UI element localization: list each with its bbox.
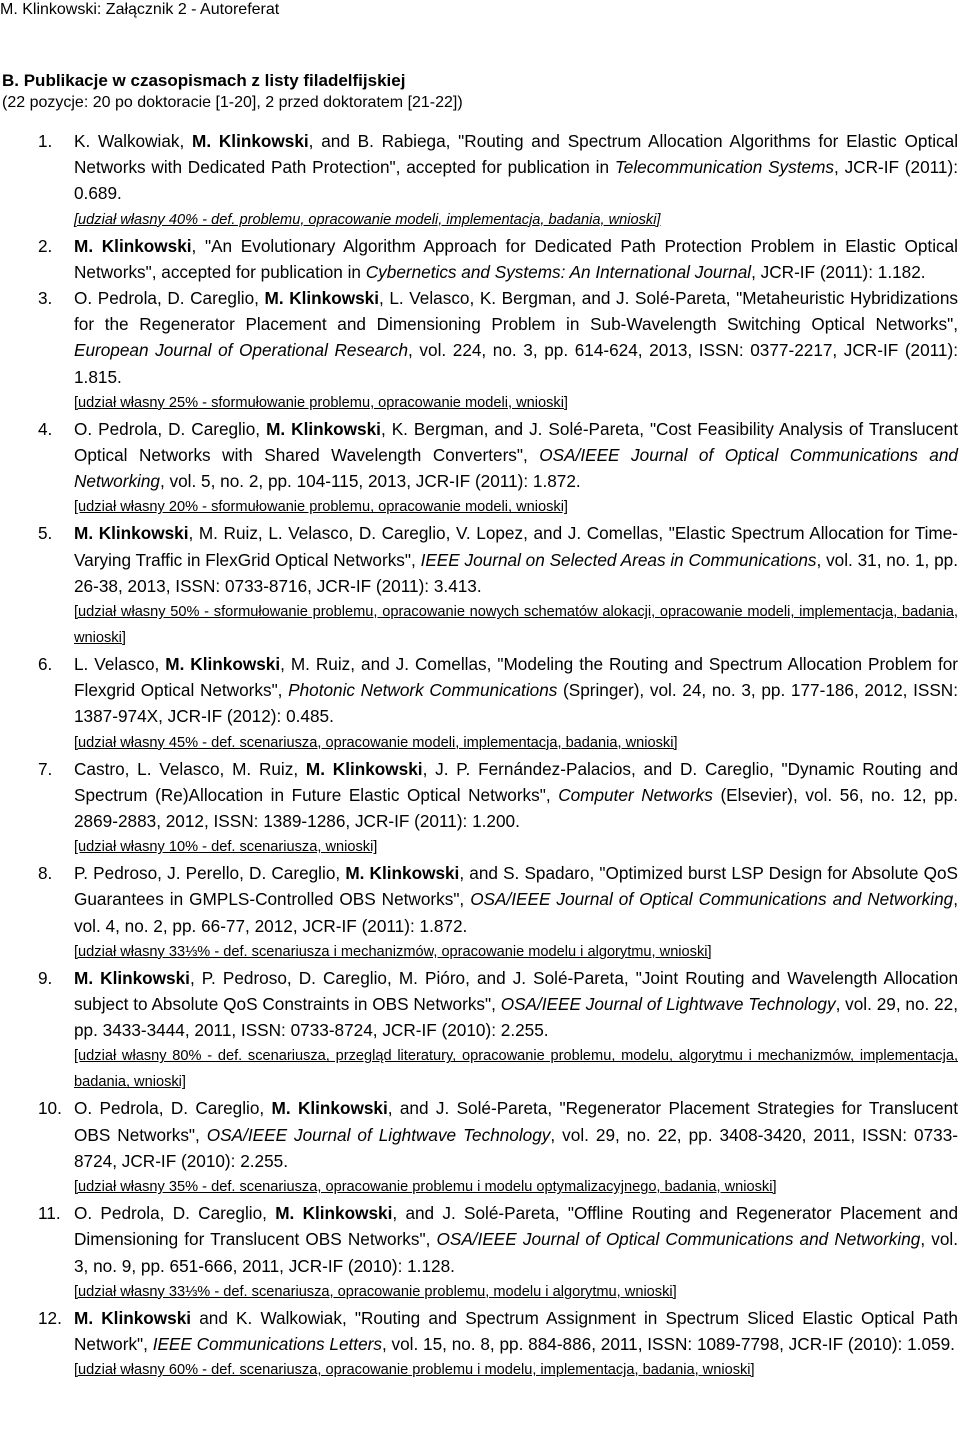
citation-text: and K. Walkowiak, "Routing and Spectrum Assignment in Spectrum Sliced Elastic Optical Path Network", (74, 1307, 958, 1354)
publication-number: 9. (38, 967, 53, 988)
publication-item (0, 416, 960, 521)
author-name-bold: M. Klinkowski (74, 967, 190, 988)
publication-citation (74, 1200, 958, 1279)
author-name-bold: M. Klinkowski (305, 758, 423, 779)
publication-list (0, 128, 960, 1383)
publication-number: 12. (38, 1307, 62, 1328)
publication-item (0, 1305, 960, 1383)
publication-item (0, 651, 960, 756)
citation-text: , vol. 3, no. 9, pp. 651-666, 2011, JCR-IF (2010): 1.128. (74, 1229, 958, 1276)
publication-number: 7. (38, 758, 53, 779)
publication-item (0, 1200, 960, 1305)
author-name-bold: M. Klinkowski (345, 863, 460, 884)
author-name-bold: M. Klinkowski (271, 1098, 388, 1119)
publication-body (74, 285, 958, 416)
citation-text: O. Pedrola, D. Careglio, (74, 418, 267, 439)
contribution-share: [udział własny 20% - sformułowanie problemu, opracowanie modeli, wnioski] (74, 499, 568, 516)
journal-name: OSA/IEEE Journal of Optical Communications and Networking (470, 889, 954, 910)
citation-text: Castro, L. Velasco, M. Ruiz, (74, 758, 306, 779)
citation-text: , vol. 224, no. 3, pp. 614-624, 2013, ISSN: 0377-2217, JCR-IF (2011): 1.815. (74, 340, 958, 387)
citation-text: , vol. 29, no. 22, pp. 3408-3420, 2011, ISSN: 0733-8724, JCR-IF (2010): 2.255. (74, 1124, 959, 1171)
contribution-share: [udział własny 35% - def. scenariusza, opracowanie problemu i modelu optymalizacyjnego, badania, wnioski] (74, 1179, 777, 1196)
journal-name: IEEE Communications Letters (152, 1333, 382, 1354)
citation-text: O. Pedrola, D. Careglio, (74, 1098, 272, 1119)
citation-text: , vol. 4, no. 2, pp. 66-77, 2012, JCR-IF (2011): 1.872. (74, 889, 958, 936)
journal-name: European Journal of Operational Research (74, 340, 409, 361)
publication-citation (74, 756, 958, 835)
contribution-share: [udział własny 50% - sformułowanie problemu, opracowanie nowych schematów alokacji, opracowanie modeli, implementacja, badania, wnioski] (74, 604, 958, 647)
page-header: M. Klinkowski: Załącznik 2 - Autoreferat (0, 1, 280, 18)
publication-citation (74, 128, 958, 207)
journal-name: Computer Networks (558, 784, 713, 805)
citation-text: , vol. 31, no. 1, pp. 26-38, 2013, ISSN: 0733-8716, JCR-IF (2011): 3.413. (74, 549, 958, 596)
publication-body (74, 860, 958, 965)
citation-text: , vol. 29, no. 22, pp. 3433-3444, 2011, ISSN: 0733-8724, JCR-IF (2010): 2.255. (74, 994, 958, 1041)
section-subtitle: (22 pozycje: 20 po doktoracie [1-20], 2 przed doktoratem [21-22]) (2, 94, 463, 111)
publication-body (74, 1095, 958, 1200)
publication-number: 4. (38, 418, 53, 439)
author-name-bold: M. Klinkowski (266, 418, 381, 439)
contribution-share: [udział własny 40% - def. problemu, opracowanie modeli, implementacja, badania, wnioski] (74, 211, 661, 228)
journal-name: OSA/IEEE Journal of Lightwave Technology (500, 994, 836, 1015)
citation-text: , and J. Solé-Pareta, "Regenerator Placement Strategies for Translucent OBS Networks", (74, 1098, 958, 1145)
publication-item (0, 965, 960, 1096)
publication-number: 6. (38, 654, 53, 675)
citation-text: L. Velasco, (74, 654, 166, 675)
publication-number: 11. (38, 1203, 61, 1224)
publication-item (0, 1095, 960, 1200)
publication-item (0, 285, 960, 416)
publication-number: 8. (38, 863, 53, 884)
publication-item (0, 756, 960, 861)
author-name-bold: M. Klinkowski (264, 288, 379, 309)
contribution-share: [udział własny 10% - def. scenariusza, wnioski] (74, 839, 378, 856)
citation-text: P. Pedroso, J. Perello, D. Careglio, (74, 863, 346, 884)
contribution-share: [udział własny 60% - def. scenariusza, opracowanie problemu i modelu, implementacja, badania, wnioski] (74, 1362, 755, 1379)
citation-text: , and J. Solé-Pareta, "Offline Routing and Regenerator Placement and Dimensioning for Translucent OBS Networks", (74, 1203, 959, 1250)
publication-body (74, 651, 958, 756)
publication-item (0, 860, 960, 965)
citation-text: , M. Ruiz, L. Velasco, D. Careglio, V. Lopez, and J. Comellas, "Elastic Spectrum Allocation for Time-Varying Traffic in FlexGrid Optical Networks", (74, 523, 958, 570)
citation-text: , L. Velasco, K. Bergman, and J. Solé-Pareta, "Metaheuristic Hybridizations for the Regenerator Placement and Dimensioning Problem in Sub-Wavelength Switching Optical Networks", (74, 288, 958, 335)
publication-number: 2. (38, 235, 53, 256)
publication-item (0, 233, 960, 285)
journal-name: OSA/IEEE Journal of Lightwave Technology (206, 1124, 551, 1145)
publication-citation (74, 416, 958, 495)
publication-citation (74, 651, 958, 730)
publication-body (74, 756, 958, 861)
citation-text: , J. P. Fernández-Palacios, and D. Careglio, "Dynamic Routing and Spectrum (Re)Allocation in Future Elastic Optical Networks", (74, 758, 958, 805)
citation-text: , JCR-IF (2011): 1.182. (751, 261, 926, 282)
publication-body (74, 233, 958, 285)
publication-number: 3. (38, 288, 53, 309)
publication-number: 1. (38, 131, 53, 151)
contribution-share: [udział własny 45% - def. scenariusza, opracowanie modeli, implementacja, badania, wnioski] (74, 734, 678, 751)
publication-body (74, 520, 958, 651)
author-name-bold: M. Klinkowski (192, 131, 309, 151)
contribution-share: [udział własny 33⅓% - def. scenariusza i mechanizmów, opracowanie modelu i algorytmu, wnioski] (74, 943, 712, 960)
journal-name: Photonic Network Communications (288, 680, 558, 701)
citation-text: (Elsevier), vol. 56, no. 12, pp. 2869-2883, 2012, ISSN: 1389-1286, JCR-IF (2011): 1.200. (74, 784, 958, 832)
citation-text: , JCR-IF (2011): 0.689. (74, 157, 958, 204)
publication-body (74, 128, 958, 233)
citation-text: , vol. 15, no. 8, pp. 884-886, 2011, ISSN: 1089-7798, JCR-IF (2010): 1.059. (381, 1333, 955, 1354)
publication-item (0, 520, 960, 651)
publication-item (0, 128, 960, 233)
section-title: B. Publikacje w czasopismach z listy filadelfijskiej (2, 71, 406, 90)
publication-body (74, 965, 958, 1096)
citation-text: , K. Bergman, and J. Solé-Pareta, "Cost Feasibility Analysis of Translucent Optical Networks with Shared Wavelength Converters", (74, 418, 958, 466)
publication-citation (74, 860, 958, 939)
citation-text: , P. Pedroso, D. Careglio, M. Pióro, and J. Solé-Pareta, "Joint Routing and Wavelength Allocation subject to Absolute QoS Constraints in OBS Networks", (74, 967, 959, 1015)
author-name-bold: M. Klinkowski (74, 523, 189, 544)
citation-text: , and B. Rabiega, "Routing and Spectrum Allocation Algorithms for Elastic Optical Networks with Dedicated Path Protection", accepted for publication in (74, 131, 959, 178)
citation-text: , vol. 5, no. 2, pp. 104-115, 2013, JCR-IF (2011): 1.872. (159, 471, 581, 492)
journal-name: OSA/IEEE Journal of Optical Communications and Networking (74, 445, 958, 492)
publication-citation (74, 1095, 958, 1174)
journal-name: OSA/IEEE Journal of Optical Communications and Networking (436, 1229, 921, 1250)
citation-text: , "An Evolutionary Algorithm Approach for Dedicated Path Protection Problem in Elastic Optical Networks", accepted for publication in (74, 235, 958, 282)
contribution-share: [udział własny 25% - sformułowanie problemu, opracowanie modeli, wnioski] (74, 394, 568, 411)
publication-citation (74, 520, 958, 599)
author-name-bold: M. Klinkowski (74, 1307, 192, 1328)
journal-name: IEEE Journal on Selected Areas in Communications (420, 549, 817, 570)
publication-number: 10. (38, 1098, 62, 1119)
citation-text: , M. Ruiz, and J. Comellas, "Modeling the Routing and Spectrum Allocation Problem for Flexgrid Optical Networks", (74, 654, 959, 701)
citation-text: , and S. Spadaro, "Optimized burst LSP Design for Absolute QoS Guarantees in GMPLS-Controlled OBS Networks", (74, 863, 958, 910)
author-name-bold: M. Klinkowski (74, 235, 192, 256)
journal-name: Telecommunication Systems (614, 157, 834, 178)
author-name-bold: M. Klinkowski (165, 654, 281, 675)
publication-citation (74, 285, 958, 390)
publication-body (74, 416, 958, 521)
publication-body (74, 1305, 958, 1383)
citation-text: (Springer), vol. 24, no. 3, pp. 177-186, 2012, ISSN: 1387-974X, JCR-IF (2012): 0.485. (74, 680, 958, 727)
citation-text: O. Pedrola, D. Careglio, (74, 288, 265, 309)
publication-citation (74, 233, 958, 285)
journal-name: Cybernetics and Systems: An International Journal (365, 261, 752, 282)
publication-citation (74, 1305, 958, 1357)
citation-text: K. Walkowiak, (74, 131, 193, 151)
publication-number: 5. (38, 523, 53, 544)
contribution-share: [udział własny 80% - def. scenariusza, przegląd literatury, opracowanie problemu, modelu, algorytmu i mechanizmów, implementacja, badania, wnioski] (74, 1048, 958, 1091)
author-name-bold: M. Klinkowski (275, 1203, 393, 1224)
publication-body (74, 1200, 958, 1305)
contribution-share: [udział własny 33⅓% - def. scenariusza, opracowanie problemu, modelu i algorytmu, wnioski] (74, 1283, 677, 1300)
publication-citation (74, 965, 958, 1044)
citation-text: O. Pedrola, D. Careglio, (74, 1203, 276, 1224)
